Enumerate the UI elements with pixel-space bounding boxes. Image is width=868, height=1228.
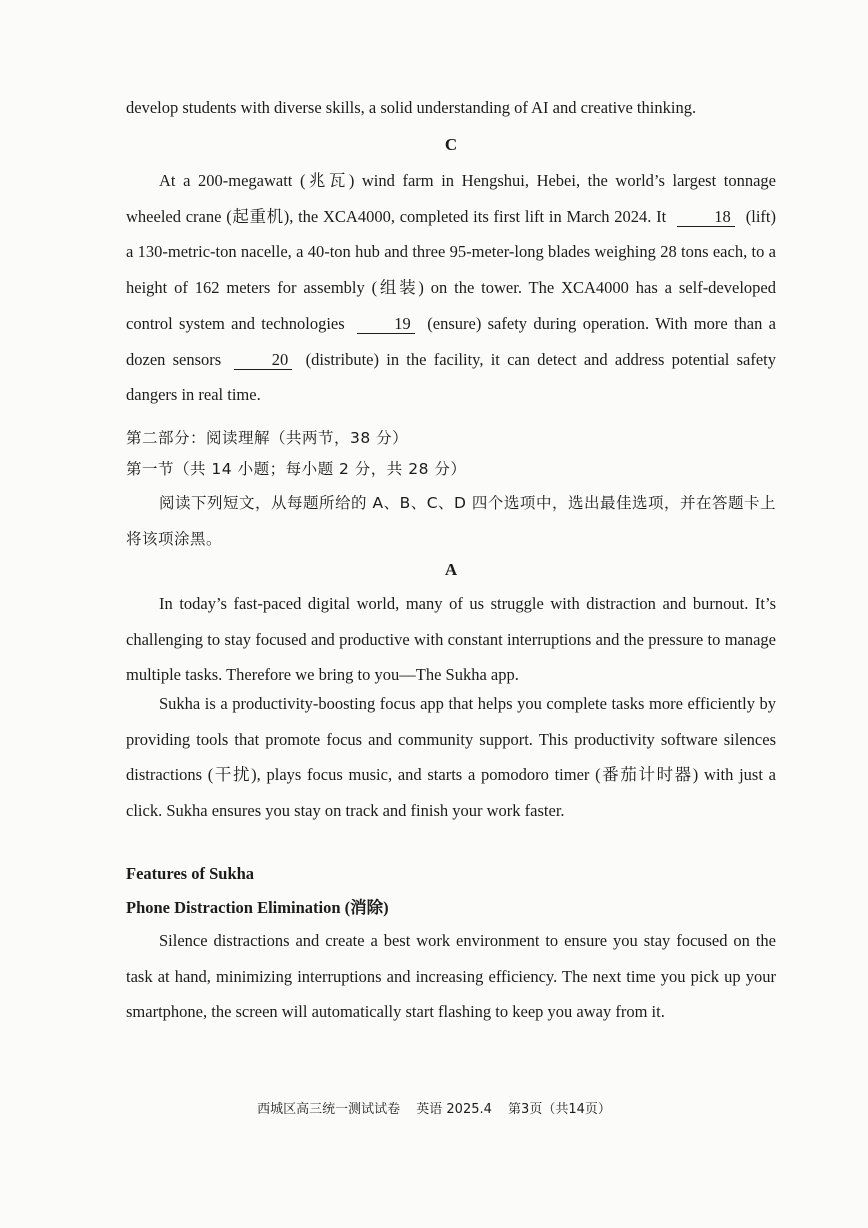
part-two-heading: 第二部分：阅读理解（共两节，38 分） (126, 429, 409, 447)
footer-page-number: 第3页（共14页） (508, 1102, 611, 1117)
passage-c-paragraph (126, 163, 776, 413)
passage-c-text-2: (lift) a 130-metric-ton nacelle, a 40-ton hub and three 95-meter-long blades weighing 28 tons each, to a height of 162 meters for assembly (组装) on the tower. The XCA4000 has a self-developed control system and technologies (126, 206, 776, 333)
footer-exam-title: 西城区高三统一测试试卷 (257, 1102, 401, 1117)
section-c-heading: C (444, 135, 458, 154)
features-heading: Features of Sukha (126, 864, 255, 883)
reading-instructions: 阅读下列短文，从每题所给的 A、B、C、D 四个选项中，选出最佳选项，并在答题卡上将该项涂黑。 (126, 494, 776, 548)
blank-19: 19 (357, 315, 415, 334)
passage-c-text-1: At a 200-megawatt (兆瓦) wind farm in Hengshui, Hebei, the world’s largest tonnage wheeled crane (起重机), the XCA4000, completed its first lift in March 2024. It (126, 171, 776, 226)
phone-distraction-heading: Phone Distraction Elimination (消除) (126, 898, 389, 917)
footer-subject: 英语 2025.4 (416, 1102, 492, 1117)
passage-a-paragraph-1: In today’s fast-paced digital world, many of us struggle with distraction and burnout. It’s challenging to stay focused and productive with constant interruptions and the pressure to manage multiple tasks. Therefore we bring to you—The Sukha app. (126, 594, 776, 685)
continued-line: develop students with diverse skills, a solid understanding of AI and creative thinking. (126, 98, 697, 117)
blank-20: 20 (234, 351, 292, 370)
section-one-heading: 第一节（共 14 小题；每小题 2 分，共 28 分） (126, 460, 467, 478)
passage-a-paragraph-3: Silence distractions and create a best work environment to ensure you stay focused on the task at hand, minimizing interruptions and increasing efficiency. The next time you pick up your smartphone, the screen will automatically start flashing to keep you away from it. (126, 931, 776, 1022)
passage-c-text-3: (ensure) safety during operation. With more than a dozen sensors (126, 313, 776, 369)
page-footer (0, 1098, 868, 1117)
section-a-heading: A (444, 560, 458, 579)
passage-c-text-4: (distribute) in the facility, it can detect and address potential safety dangers in real time. (126, 349, 776, 405)
blank-18: 18 (677, 208, 735, 227)
passage-a-paragraph-2: Sukha is a productivity-boosting focus app that helps you complete tasks more efficiently by providing tools that promote focus and community support. This productivity software silences distractions (干扰), plays focus music, and starts a pomodoro timer (番茄计时器) with just a click. Sukha ensures you stay on track and finish your work faster. (126, 694, 776, 821)
